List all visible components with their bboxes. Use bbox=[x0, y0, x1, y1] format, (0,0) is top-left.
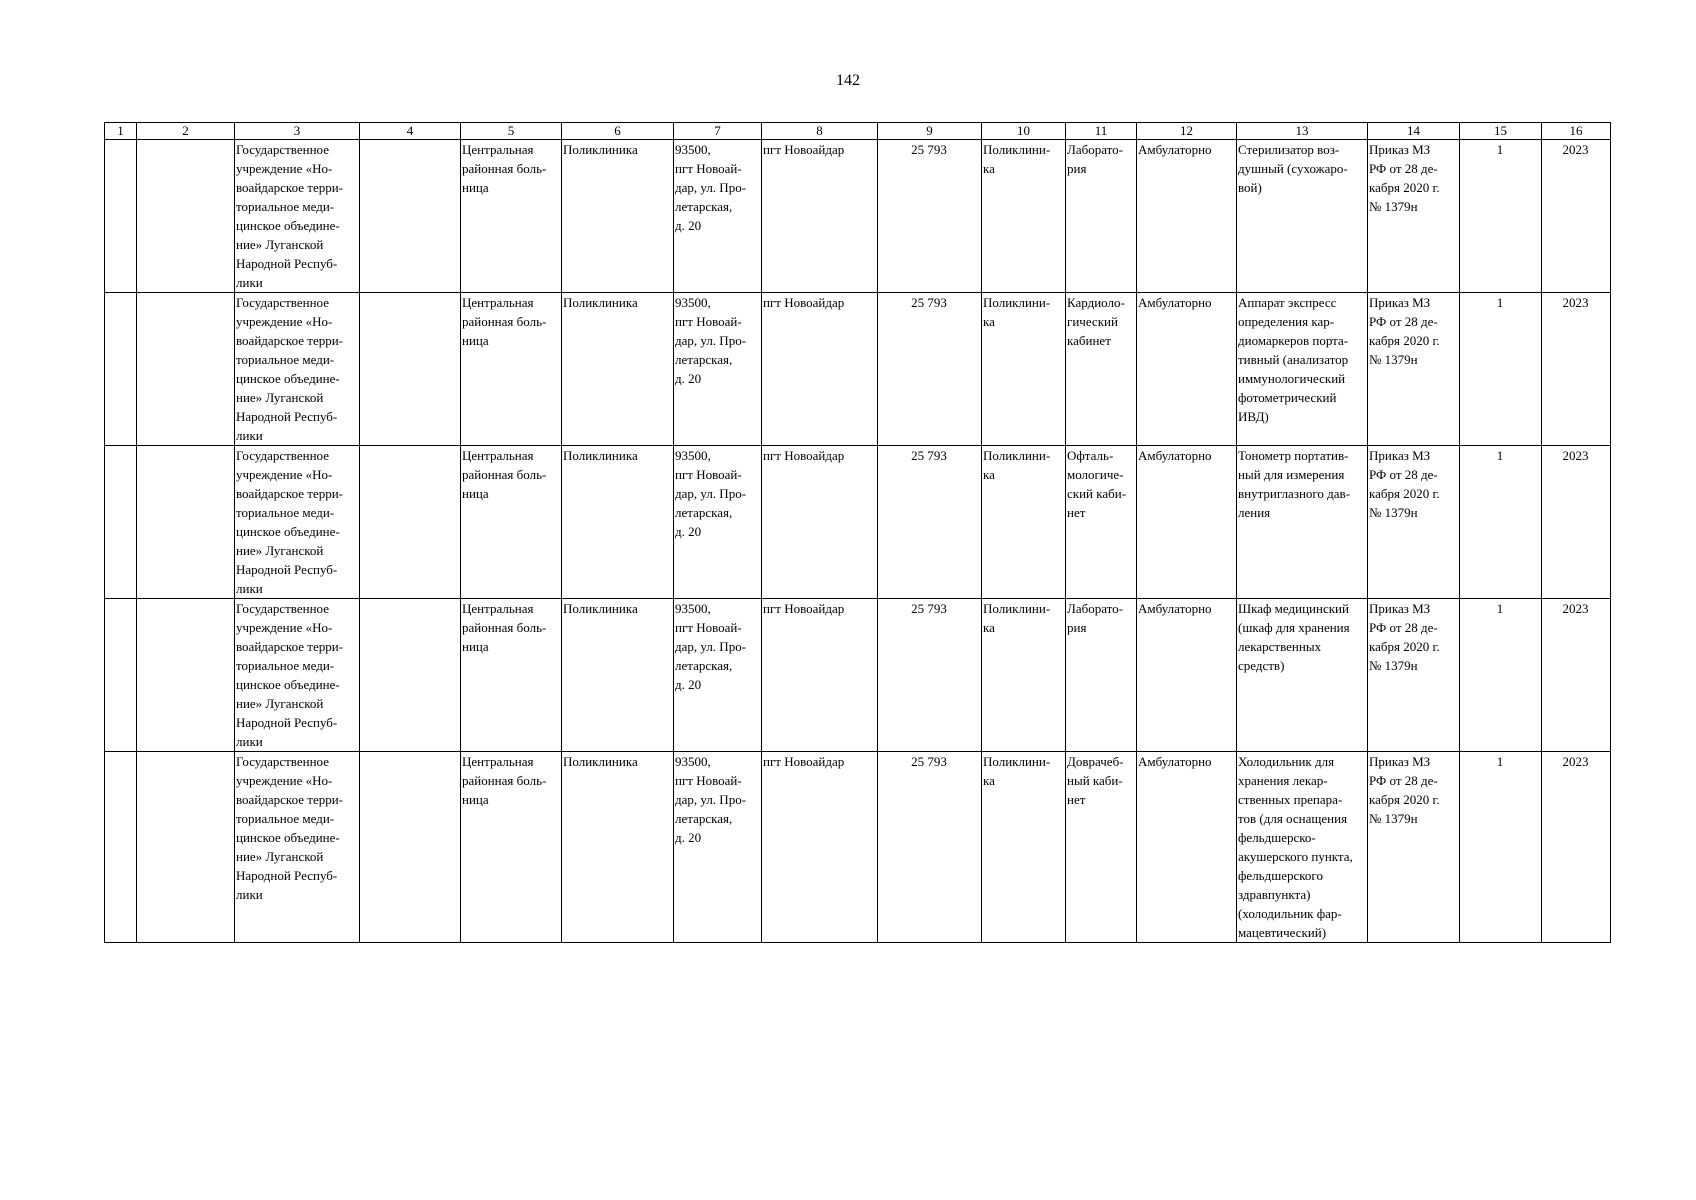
cell-care-type: Амбулаторно bbox=[1137, 599, 1237, 752]
cell-equipment: Тонометр портатив- ный для измерения внутриглазного дав- ления bbox=[1237, 446, 1368, 599]
cell-department: Поликлини- ка bbox=[982, 446, 1066, 599]
cell-col-4 bbox=[360, 293, 461, 446]
cell-settlement: пгт Новоайдар bbox=[762, 140, 878, 293]
cell-address: 93500, пгт Новоай- дар, ул. Про- летарская, д. 20 bbox=[674, 140, 762, 293]
cell-settlement: пгт Новоайдар bbox=[762, 293, 878, 446]
cell-facility: Центральная районная боль- ница bbox=[461, 752, 562, 943]
cell-care-type: Амбулаторно bbox=[1137, 446, 1237, 599]
cell-settlement: пгт Новоайдар bbox=[762, 599, 878, 752]
cell-unit: Поликлиника bbox=[562, 140, 674, 293]
cell-settlement: пгт Новоайдар bbox=[762, 752, 878, 943]
cell-order: Приказ МЗ РФ от 28 де- кабря 2020 г. № 1379н bbox=[1368, 446, 1460, 599]
cell-care-type: Амбулаторно bbox=[1137, 293, 1237, 446]
cell-address: 93500, пгт Новоай- дар, ул. Про- летарская, д. 20 bbox=[674, 752, 762, 943]
column-number: 1 bbox=[105, 123, 137, 140]
cell-quantity: 1 bbox=[1460, 599, 1542, 752]
cell-quantity: 1 bbox=[1460, 293, 1542, 446]
cell-equipment: Шкаф медицинский (шкаф для хранения лекарственных средств) bbox=[1237, 599, 1368, 752]
cell-population: 25 793 bbox=[878, 140, 982, 293]
cell-department: Поликлини- ка bbox=[982, 752, 1066, 943]
cell-population: 25 793 bbox=[878, 752, 982, 943]
cell-row-number bbox=[105, 599, 137, 752]
table-row bbox=[105, 752, 1611, 943]
column-number: 7 bbox=[674, 123, 762, 140]
column-number: 13 bbox=[1237, 123, 1368, 140]
cell-col-2 bbox=[137, 293, 235, 446]
cell-quantity: 1 bbox=[1460, 446, 1542, 599]
table-row bbox=[105, 293, 1611, 446]
column-number: 6 bbox=[562, 123, 674, 140]
cell-address: 93500, пгт Новоай- дар, ул. Про- летарская, д. 20 bbox=[674, 599, 762, 752]
cell-population: 25 793 bbox=[878, 293, 982, 446]
cell-unit: Поликлиника bbox=[562, 293, 674, 446]
register-table bbox=[104, 122, 1611, 943]
cell-facility: Центральная районная боль- ница bbox=[461, 446, 562, 599]
cell-institution: Государственное учреждение «Но- воайдарское терри- ториальное меди- цинское объедине- ние» Луганской Народной Респуб- лики bbox=[235, 599, 360, 752]
cell-population: 25 793 bbox=[878, 446, 982, 599]
cell-col-2 bbox=[137, 752, 235, 943]
table-row bbox=[105, 140, 1611, 293]
column-number: 2 bbox=[137, 123, 235, 140]
cell-order: Приказ МЗ РФ от 28 де- кабря 2020 г. № 1379н bbox=[1368, 140, 1460, 293]
cell-address: 93500, пгт Новоай- дар, ул. Про- летарская, д. 20 bbox=[674, 446, 762, 599]
cell-col-4 bbox=[360, 752, 461, 943]
column-number: 15 bbox=[1460, 123, 1542, 140]
cell-department: Поликлини- ка bbox=[982, 599, 1066, 752]
cell-equipment: Холодильник для хранения лекар- ственных препара- тов (для оснащения фельдшерско- акушерского пункта, фельдшерского здравпункта) (холодильник фар- мацевтический) bbox=[1237, 752, 1368, 943]
cell-department: Поликлини- ка bbox=[982, 293, 1066, 446]
cell-col-4 bbox=[360, 446, 461, 599]
cell-population: 25 793 bbox=[878, 599, 982, 752]
cell-room: Лаборато- рия bbox=[1066, 599, 1137, 752]
cell-quantity: 1 bbox=[1460, 140, 1542, 293]
cell-facility: Центральная районная боль- ница bbox=[461, 140, 562, 293]
cell-institution: Государственное учреждение «Но- воайдарское терри- ториальное меди- цинское объедине- ние» Луганской Народной Респуб- лики bbox=[235, 140, 360, 293]
column-number: 12 bbox=[1137, 123, 1237, 140]
cell-year: 2023 bbox=[1542, 599, 1611, 752]
column-number: 5 bbox=[461, 123, 562, 140]
column-number: 11 bbox=[1066, 123, 1137, 140]
cell-address: 93500, пгт Новоай- дар, ул. Про- летарская, д. 20 bbox=[674, 293, 762, 446]
column-number-row bbox=[105, 123, 1611, 140]
cell-quantity: 1 bbox=[1460, 752, 1542, 943]
cell-col-2 bbox=[137, 599, 235, 752]
cell-year: 2023 bbox=[1542, 446, 1611, 599]
cell-institution: Государственное учреждение «Но- воайдарское терри- ториальное меди- цинское объедине- ние» Луганской Народной Респуб- лики bbox=[235, 446, 360, 599]
cell-room: Лаборато- рия bbox=[1066, 140, 1137, 293]
cell-unit: Поликлиника bbox=[562, 752, 674, 943]
page-number: 142 bbox=[836, 72, 860, 89]
cell-row-number bbox=[105, 140, 137, 293]
column-number: 4 bbox=[360, 123, 461, 140]
column-number: 3 bbox=[235, 123, 360, 140]
cell-order: Приказ МЗ РФ от 28 де- кабря 2020 г. № 1379н bbox=[1368, 293, 1460, 446]
cell-care-type: Амбулаторно bbox=[1137, 752, 1237, 943]
cell-room: Офталь- мологиче- ский каби- нет bbox=[1066, 446, 1137, 599]
cell-equipment: Стерилизатор воз- душный (сухожаро- вой) bbox=[1237, 140, 1368, 293]
cell-care-type: Амбулаторно bbox=[1137, 140, 1237, 293]
cell-row-number bbox=[105, 446, 137, 599]
cell-institution: Государственное учреждение «Но- воайдарское терри- ториальное меди- цинское объедине- ние» Луганской Народной Респуб- лики bbox=[235, 293, 360, 446]
cell-col-2 bbox=[137, 446, 235, 599]
cell-row-number bbox=[105, 752, 137, 943]
cell-institution: Государственное учреждение «Но- воайдарское терри- ториальное меди- цинское объедине- ние» Луганской Народной Респуб- лики bbox=[235, 752, 360, 943]
column-number: 10 bbox=[982, 123, 1066, 140]
cell-facility: Центральная районная боль- ница bbox=[461, 293, 562, 446]
cell-department: Поликлини- ка bbox=[982, 140, 1066, 293]
cell-year: 2023 bbox=[1542, 140, 1611, 293]
cell-settlement: пгт Новоайдар bbox=[762, 446, 878, 599]
column-number: 14 bbox=[1368, 123, 1460, 140]
cell-room: Кардиоло- гический кабинет bbox=[1066, 293, 1137, 446]
cell-col-4 bbox=[360, 599, 461, 752]
cell-equipment: Аппарат экспресс определения кар- диомаркеров порта- тивный (анализатор иммунологический фотометрический ИВД) bbox=[1237, 293, 1368, 446]
table-row bbox=[105, 446, 1611, 599]
column-number: 9 bbox=[878, 123, 982, 140]
cell-unit: Поликлиника bbox=[562, 599, 674, 752]
cell-order: Приказ МЗ РФ от 28 де- кабря 2020 г. № 1379н bbox=[1368, 599, 1460, 752]
cell-col-4 bbox=[360, 140, 461, 293]
cell-unit: Поликлиника bbox=[562, 446, 674, 599]
cell-order: Приказ МЗ РФ от 28 де- кабря 2020 г. № 1379н bbox=[1368, 752, 1460, 943]
cell-row-number bbox=[105, 293, 137, 446]
cell-year: 2023 bbox=[1542, 293, 1611, 446]
cell-col-2 bbox=[137, 140, 235, 293]
column-number: 16 bbox=[1542, 123, 1611, 140]
cell-room: Доврачеб- ный каби- нет bbox=[1066, 752, 1137, 943]
cell-year: 2023 bbox=[1542, 752, 1611, 943]
cell-facility: Центральная районная боль- ница bbox=[461, 599, 562, 752]
column-number: 8 bbox=[762, 123, 878, 140]
table-row bbox=[105, 599, 1611, 752]
